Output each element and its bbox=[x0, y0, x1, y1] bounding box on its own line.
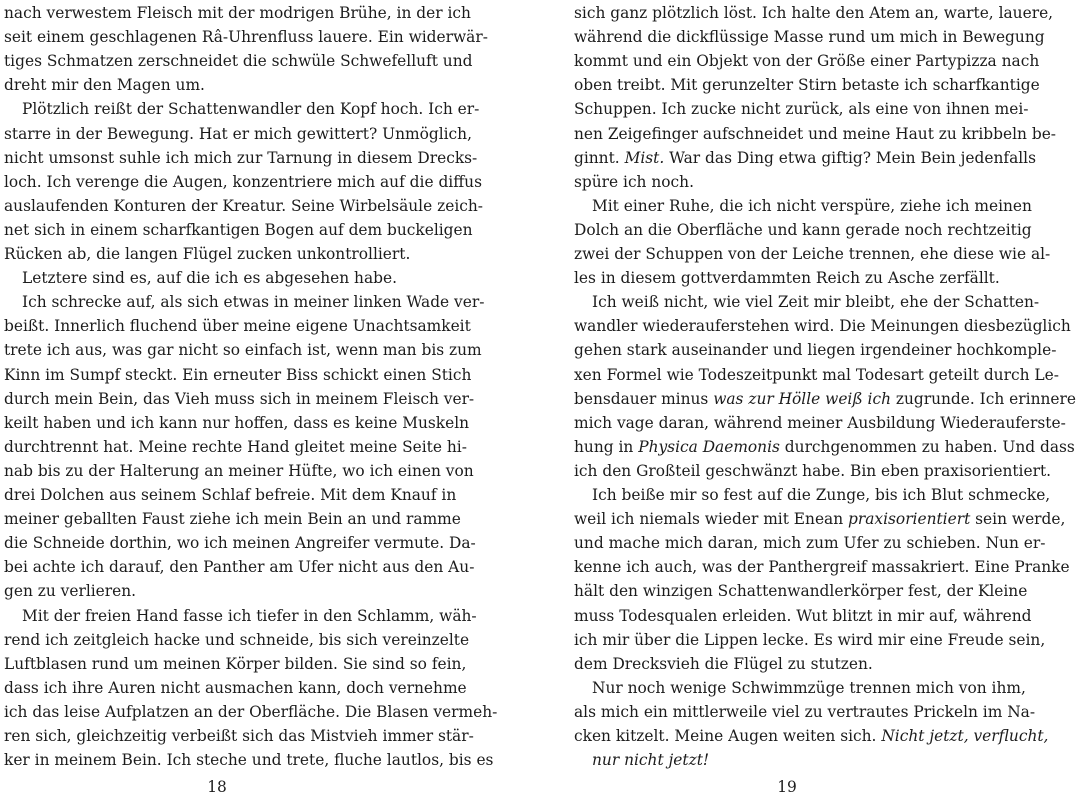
text-line: durch mein Bein, das Vieh muss sich in meinem Fleisch ver- bbox=[4, 389, 475, 408]
text-line: Ich schrecke auf, als sich etwas in meiner linken Wade ver- bbox=[22, 293, 485, 312]
text-line: spüre ich noch. bbox=[574, 172, 694, 191]
text-line: Luftblasen rund um meinen Körper bilden. Sie sind so fein, bbox=[4, 654, 467, 673]
text-line: starre in der Bewegung. Hat er mich gewittert? Unmöglich, bbox=[4, 124, 472, 143]
text-line: muss Todesqualen erleiden. Wut blitzt in mir auf, während bbox=[574, 606, 1032, 625]
text-line: wandler wiederauferstehen wird. Die Meinungen diesbezüglich bbox=[574, 317, 1071, 336]
text-line: auslaufenden Konturen der Kreatur. Seine Wirbelsäule zeich- bbox=[4, 196, 483, 215]
text-line: gehen stark auseinander und liegen irgendeiner hochkomple- bbox=[574, 341, 1057, 360]
text-line: Mit einer Ruhe, die ich nicht verspüre, ziehe ich meinen bbox=[592, 196, 1032, 215]
text-line: ich das leise Aufplatzen an der Oberfläche. Die Blasen vermeh- bbox=[4, 702, 498, 721]
text-line: Letztere sind es, auf die ich es abgesehen habe. bbox=[22, 269, 397, 288]
text-line: cken kitzelt. Meine Augen weiten sich. Nicht jetzt, verflucht, bbox=[574, 727, 1049, 745]
text-line: weil ich niemals wieder mit Enean praxisorientiert sein werde, bbox=[574, 510, 1066, 529]
right-page bbox=[574, 0, 1076, 800]
text-line: trete ich aus, was gar nicht so einfach ist, wenn man bis zum bbox=[4, 341, 482, 360]
text-line: zwei der Schuppen von der Leiche trennen, ehe diese wie al- bbox=[574, 245, 1051, 263]
text-line: rend ich zeitgleich hacke und schneide, bis sich vereinzelte bbox=[4, 630, 470, 649]
text-line: dreht mir den Magen um. bbox=[4, 76, 205, 95]
text-line: durchtrennt hat. Meine rechte Hand gleitet meine Seite hi- bbox=[4, 437, 467, 456]
text-line: Dolch an die Oberfläche und kann gerade noch rechtzeitig bbox=[574, 220, 1032, 239]
text-line: seit einem geschlagenen Râ-Uhrenfluss lauere. Ein widerwär- bbox=[4, 28, 488, 47]
text-line: dass ich ihre Auren nicht ausmachen kann, doch vernehme bbox=[4, 678, 467, 697]
text-line: die Schneide dorthin, wo ich meinen Angreifer vermute. Da- bbox=[4, 534, 476, 553]
text-line: nach verwestem Fleisch mit der modrigen Brühe, in der ich bbox=[4, 4, 471, 22]
text-line: sich ganz plötzlich löst. Ich halte den Atem an, warte, lauere, bbox=[574, 4, 1054, 22]
text-line: net sich in einem scharfkantigen Bogen auf dem buckeligen bbox=[4, 220, 473, 239]
text-line: oben treibt. Mit gerunzelter Stirn betaste ich scharfkantige bbox=[574, 76, 1040, 95]
text-line: mich vage daran, während meiner Ausbildung Wiederauferste- bbox=[574, 413, 1066, 432]
text-line: dem Drecksvieh die Flügel zu stutzen. bbox=[574, 654, 873, 673]
text-line: meiner geballten Faust ziehe ich mein Bein an und ramme bbox=[4, 510, 461, 529]
text-line: ker in meinem Bein. Ich steche und trete, fluche lautlos, bis es bbox=[4, 751, 494, 770]
text-line: nen Zeigefinger aufschneidet und meine Haut zu kribbeln be- bbox=[574, 124, 1057, 143]
text-line: gen zu verlieren. bbox=[4, 582, 137, 601]
text-line: ginnt. Mist. War das Ding etwa giftig? Mein Bein jedenfalls bbox=[574, 148, 1036, 167]
left-page bbox=[4, 0, 498, 800]
text-line: Kinn im Sumpf steckt. Ein erneuter Biss schickt einen Stich bbox=[4, 365, 472, 384]
text-line: und mache mich daran, mich zum Ufer zu schieben. Nun er- bbox=[574, 534, 1046, 553]
text-line: xen Formel wie Todeszeitpunkt mal Todesart geteilt durch Le- bbox=[574, 365, 1059, 384]
text-line: nicht umsonst suhle ich mich zur Tarnung in diesem Drecks- bbox=[4, 148, 478, 167]
text-line: nab bis zu der Halterung an meiner Hüfte, wo ich einen von bbox=[4, 461, 474, 480]
text-line: Nur noch wenige Schwimmzüge trennen mich von ihm, bbox=[592, 678, 1026, 697]
text-line: kommt und ein Objekt von der Größe einer Partypizza nach bbox=[574, 52, 1040, 71]
text-line: ren sich, gleichzeitig verbeißt sich das Mistvieh immer stär- bbox=[4, 727, 474, 745]
text-line: bensdauer minus was zur Hölle weiß ich zugrunde. Ich erinnere bbox=[574, 389, 1076, 408]
text-line: Ich beiße mir so fest auf die Zunge, bis ich Blut schmecke, bbox=[592, 486, 1051, 504]
text-line: als mich ein mittlerweile viel zu vertrautes Prickeln im Na- bbox=[574, 702, 1036, 721]
text-line: drei Dolchen aus seinem Schlaf befreie. Mit dem Knauf in bbox=[4, 486, 457, 504]
right-page-number: 19 bbox=[777, 778, 797, 796]
text-line: Rücken ab, die langen Flügel zucken unkontrolliert. bbox=[4, 245, 411, 263]
text-line: während die dickflüssige Masse rund um mich in Bewegung bbox=[574, 28, 1045, 47]
text-line: keilt haben und ich kann nur hoffen, dass es keine Muskeln bbox=[4, 413, 470, 432]
text-line: nur nicht jetzt! bbox=[592, 751, 710, 770]
text-line: loch. Ich verenge die Augen, konzentriere mich auf die diffus bbox=[4, 172, 482, 191]
text-line: hung in Physica Daemonis durchgenommen zu haben. Und dass bbox=[574, 437, 1075, 456]
text-line: ich mir über die Lippen lecke. Es wird mir eine Freude sein, bbox=[574, 630, 1046, 649]
text-line: Mit der freien Hand fasse ich tiefer in den Schlamm, wäh- bbox=[22, 606, 477, 625]
text-line: hält den winzigen Schattenwandlerkörper fest, der Kleine bbox=[574, 582, 1028, 601]
text-line: beißt. Innerlich fluchend über meine eigene Unachtsamkeit bbox=[4, 317, 471, 336]
text-line: kenne ich auch, was der Panthergreif massakriert. Eine Pranke bbox=[574, 558, 1070, 577]
text-line: Ich weiß nicht, wie viel Zeit mir bleibt, ehe der Schatten- bbox=[592, 293, 1040, 312]
text-line: les in diesem gottverdammten Reich zu Asche zerfällt. bbox=[574, 269, 1000, 288]
text-line: ich den Großteil geschwänzt habe. Bin eben praxisorientiert. bbox=[574, 461, 1052, 480]
text-line: tiges Schmatzen zerschneidet die schwüle Schwefelluft und bbox=[4, 52, 473, 71]
text-line: bei achte ich darauf, den Panther am Ufer nicht aus den Au- bbox=[4, 558, 475, 577]
text-line: Plötzlich reißt der Schattenwandler den Kopf hoch. Ich er- bbox=[22, 100, 480, 119]
text-line: Schuppen. Ich zucke nicht zurück, als eine von ihnen mei- bbox=[574, 100, 1029, 119]
left-page-number: 18 bbox=[207, 778, 227, 796]
